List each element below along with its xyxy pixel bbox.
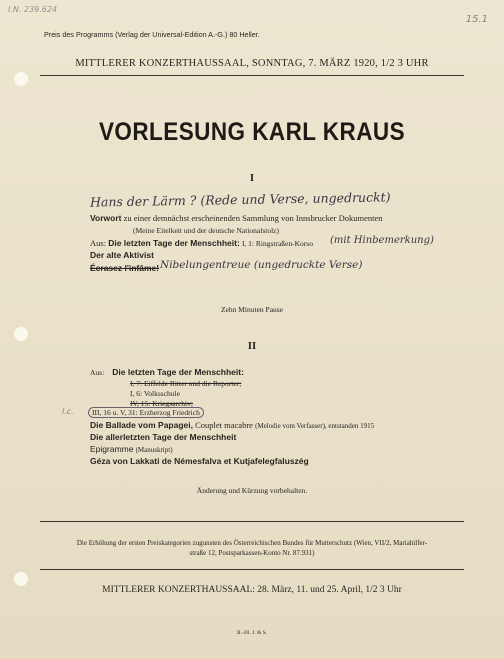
struck-item-kriegsarchiv: IV, 15: Kriegsarchiv; (130, 399, 193, 408)
pause-text: Zehn Minuten Pause (220, 305, 284, 314)
changes-note (0, 486, 504, 495)
punch-hole-bottom (14, 572, 28, 586)
allerletzten-line: Die allerletzten Tage der Menschheit (90, 432, 237, 442)
pause-line (0, 305, 504, 314)
ballade-title: Die Ballade vom Papagei, (90, 420, 193, 430)
footer-line (0, 585, 504, 595)
geza-line: Géza von Lakkati de Némesfalva et Kutjafelegfaluszég (90, 456, 309, 466)
vorwort-text: zu einer demnächst erscheinenden Sammlung von Innsbrucker Dokumenten (123, 213, 383, 223)
struck-item-ritter: I, 7: Eiffelde Ritter und die Reporter; (130, 379, 242, 388)
item-erzherzog (88, 408, 204, 417)
ballade-rest: Couplet macabre (195, 420, 253, 430)
letzte-tage-one: Die letzten Tage der Menschheit: (108, 238, 240, 248)
charity-line-two: straße 12, Postsparkassen-Konto Nr. 87.931) (189, 549, 315, 557)
vorwort-line (90, 213, 383, 223)
aktivist-line: Der alte Aktivist (90, 250, 154, 260)
header-text: MITTLERER KONZERTHAUSSAAL, SONNTAG, 7. MÄRZ 1920, 1/2 3 UHR (75, 58, 429, 69)
part-two-numeral (0, 340, 504, 352)
korso-text: I, 1: Ringstraßen-Korso (241, 239, 313, 248)
page-title (25, 118, 479, 147)
part-two-numeral-text: II (247, 340, 257, 352)
vorwort-label: Vorwort (90, 213, 122, 223)
charity-line-one: Die Erhöhung der ersten Preiskategorien zugunsten des Österreichischen Bundes für Mutterschutz (Wien, VII/2, Mariahilfer- (76, 539, 428, 547)
item-volksschule: I, 6: Volksschule (130, 389, 180, 398)
nibelungen-handwritten: Nibelungentreue (ungedruckte Verse) (160, 259, 363, 271)
erzherzog-text: III, 16 u. V, 31: Erzherzog Friedrich (88, 407, 204, 418)
footer-text: MITTLERER KONZERTHAUSSAAL: 28. März, 11. und 25. April, 1/2 3 Uhr (102, 585, 402, 595)
handwritten-heading: Hans der Lärm ? (Rede und Verse, ungedruckt) (89, 189, 391, 210)
charity-block (0, 538, 504, 558)
changes-text: Änderung und Kürzung vorbehalten. (196, 486, 308, 495)
header-rule (40, 75, 464, 76)
punch-hole-middle (14, 327, 28, 341)
epigramme-note: (Manuskript) (135, 446, 173, 454)
ballade-line (90, 420, 374, 430)
aus-label-one: Aus: (90, 238, 107, 248)
header-line (0, 58, 504, 69)
punch-hole-top (14, 72, 28, 86)
part-one-numeral (0, 172, 504, 184)
ecrasez-struck: Écrasez l'infâme! (90, 263, 160, 273)
ballade-note: (Melodie vom Verfasser), entstanden 1915 (255, 422, 375, 430)
part-one-numeral-text: I (249, 172, 255, 184)
korso-handwritten: (mit Hinbemerkung) (330, 235, 434, 246)
aus-label-two: Aus: (90, 368, 105, 377)
charity-bottom-rule (40, 569, 464, 570)
page-number: 15.1 (465, 14, 488, 25)
margin-pencil: l.c. (62, 407, 74, 416)
epigramme-label: Epigramme (90, 444, 134, 454)
title-text: VORLESUNG KARL KRAUS (98, 118, 406, 146)
vorwort-subtitle: (Meine Eitelkeit und der deutsche Nationalstolz) (133, 226, 279, 235)
printer-mark (0, 630, 504, 636)
aus-line-one (90, 238, 313, 248)
aus-line-two (90, 367, 244, 377)
printer-mark-text: II.-20. J. & S. (236, 630, 268, 636)
epigramme-line (90, 444, 173, 454)
charity-top-rule (40, 521, 464, 522)
catalog-note: I.N. 239.624 (8, 5, 58, 14)
price-line: Preis des Programms (Verlag der Universal-Edition A.-G.) 80 Heller. (44, 30, 260, 39)
letzte-tage-two: Die letzten Tage der Menschheit: (112, 367, 244, 377)
